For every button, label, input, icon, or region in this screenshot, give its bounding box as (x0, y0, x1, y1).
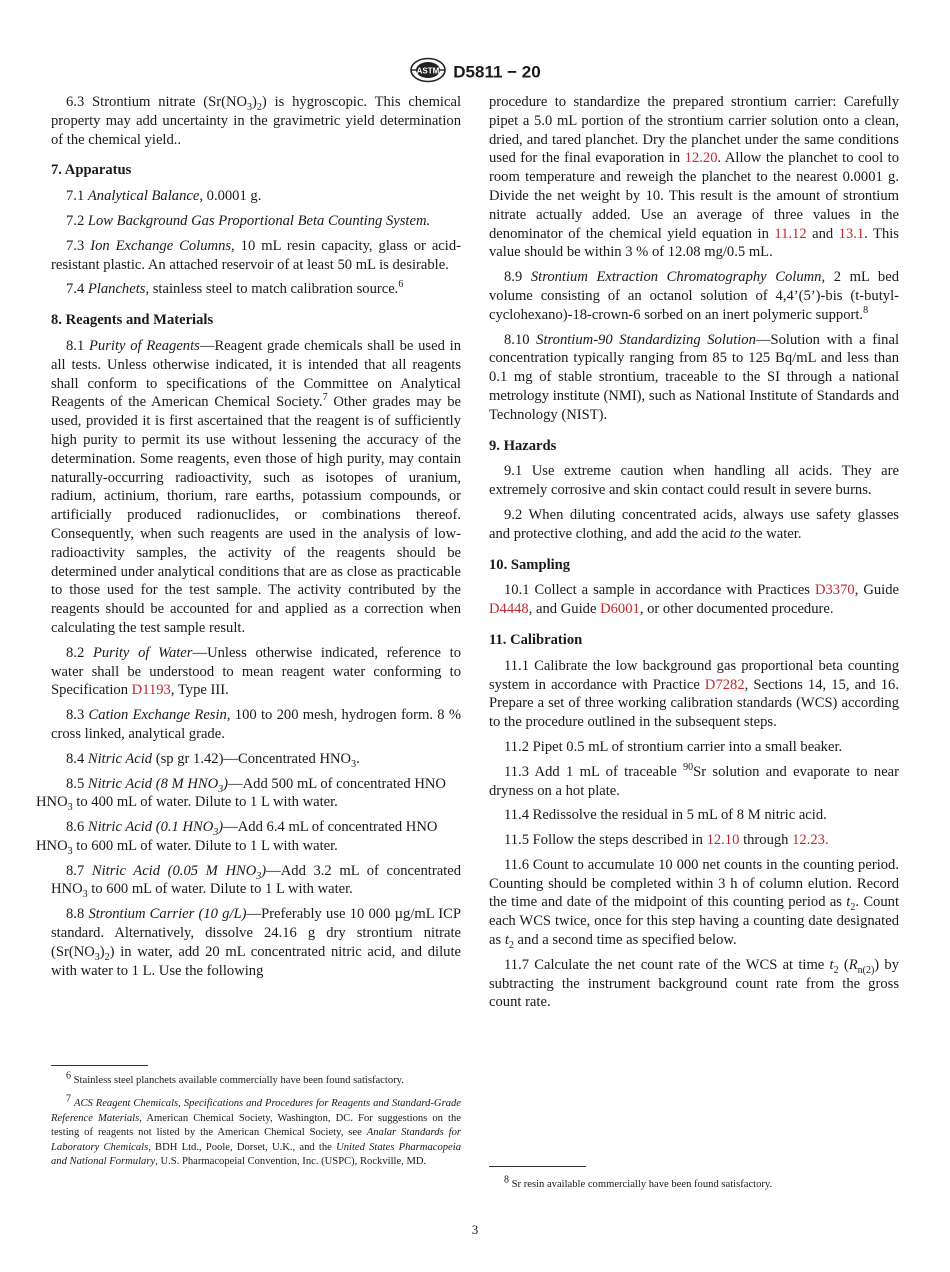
link-13-1[interactable]: 13.1 (838, 225, 865, 242)
paragraph-7-2: 7.2 Low Background Gas Proportional Beta Counting System. (66, 212, 431, 229)
footnote-rule (51, 1065, 148, 1066)
link-d3370[interactable]: D3370 (814, 582, 855, 599)
section-heading-apparatus: 7. Apparatus (51, 162, 132, 179)
paragraph-11-7: 11.7 Calculate the net count rate of the WCS at time $t_2$ $(R_{n(2)})$ by subtracting the instrument background count rate from the gross count rate. (489, 956, 899, 1011)
paragraph-8-7: 8.7 Nitric Acid (0.05 M $HNO_3)—Add$ 3.2 mL of concentrated $HNO_3$ to 600 mL of water. Dilute to 1 L with water. (51, 862, 462, 901)
right-column (489, 93, 899, 1018)
paragraph-11-6: 11.6 Count to accumulate 10 000 net counts in the counting period. Counting should be completed within 3 h of column elution. Record the time and date of the midpoint of this counting period as $t_2$. Count each WCS twice, once for this step having a counting date designated as $t_2$ and a second time as specified below. (489, 856, 899, 951)
footnote-6: $^6$ Stainless steel planchets available commercially have been found satisfactory. (66, 1070, 404, 1086)
document-code: D5811 − 20 (453, 62, 541, 82)
paragraph-7-3: 7.3 Ion Exchange Columns, 10 mL resin capacity, glass or acid-resistant plastic. An attached reservoir of at least 50 mL is desirable. (51, 237, 461, 273)
paragraph-6-3: 6.3 Strontium nitrate $(Sr(NO_3)_2)$ is hygroscopic. This chemical property may add uncertainty in the gravimetric yield determination of the chemical yield.. (51, 94, 461, 148)
paragraph-8-9: 8.9 Strontium Extraction Chromatography Column, 2 mL bed volume consisting of an octanol solution of 4,4’(5’)-bis (t-butyl-cyclohexano)-18-crown-6 sorbed on an inert polymeric support.$^8$ (489, 269, 899, 323)
paragraph-8-8: 8.8 Strontium Carrier (10 g/L)—Preferably use 10 000 µg/mL ICP standard. Alternatively, dissolve 24.16 g dry strontium nitrate $(Sr(NO_3)_2)$ in water, add 20 mL concentrated nitric acid, and dilute with water to 1 L. Use the following (51, 906, 462, 979)
footnote-rule-right (489, 1166, 586, 1167)
page-header (0, 57, 950, 88)
paragraph-11-1: 11.1 Calibrate the low background gas proportional beta counting system in accordance with Practice D7282, Sections 14, 15, and 16. Prepare a set of three working calibration standards (WCS) according to the procedure outlined in the subsequent steps. (489, 657, 899, 731)
paragraph-8-5: 8.5 Nitric Acid (8 M $HNO_3)—Add$ 500 mL of concentrated HNO $HNO_3$ to 400 mL of water. Dilute to 1 L with water. (36, 775, 446, 814)
paragraph-11-5: 11.5 Follow the steps described in 12.10 through 12.23. (504, 832, 829, 849)
paragraph-8-1: 8.1 Purity of Reagents—Reagent grade chemicals shall be used in all tests. Unless otherwise indicated, it is intended that all reagents shall conform to specifications of the Committee on Analytical Reagents of the American Chemical Society.$^7$ Other grades may be used, provided it is first ascertained that the reagent is of sufficiently high purity to permit its use without lessening the accuracy of the determination. Some reagents, even those of high purity, may contain naturally-occurring radioactivity, such as isotopes of uranium, radium, actinium, thorium, rare earths, potassium compounds, or artificially produced radionuclides, or combinations thereof. Consequently, when such reagents are used in the analysis of low-radioactivity samples, the activity of the reagents should be determined under analytical conditions that are as close as practicable to those used for the test sample. The activity contributed by the reagents should be accounted for and applied as a correction when calculating the test sample result. (51, 337, 461, 636)
paragraph-9-2: 9.2 When diluting concentrated acids, always use safety glasses and protective clothing, and add the acid to the water. (489, 506, 899, 542)
paragraph-8-3: 8.3 Cation Exchange Resin, 100 to 200 mesh, hydrogen form. 8 % cross linked, analytical grade. (51, 707, 462, 742)
link-12-23[interactable]: 12.23 (792, 832, 825, 849)
section-heading-calibration: 11. Calibration (489, 631, 583, 648)
paragraph-7-1: 7.1 Analytical Balance, 0.0001 g. (66, 188, 262, 205)
link-d7282[interactable]: D7282 (704, 676, 745, 693)
left-column (36, 93, 462, 986)
link-d6001[interactable]: D6001 (600, 601, 640, 618)
link-12-20[interactable]: 12.20 (684, 150, 718, 167)
page-number: 3 (471, 1222, 479, 1237)
footnote-7: $^7$ ACS Reagent Chemicals, Specifications and Procedures for Reagents and Standard-Grade Reference Materials, American Chemical Society, Washington, DC. For suggestions on the testing of reagents not listed by the American Chemical Society, see Analar Standards for Laboratory Chemicals, BDH Ltd., Poole, Dorset, U.K., and the United States Pharmacopeia and National Formulary, U.S. Pharmacopeial Convention, Inc. (USPC), Rockville, MD. (51, 1093, 462, 1168)
section-heading-sampling: 10. Sampling (489, 556, 571, 573)
svg-text:ASTM: ASTM (416, 66, 440, 76)
paragraph-8-10: 8.10 Strontium-90 Standardizing Solution—Solution with a final concentration typically ranging from 85 to 125 Bq/mL and less than 0.1 mg of stable strontium, traceable to the SI through a national metrology institute (NMI), such as National Institute of Standards and Technology (NIST). (489, 331, 899, 423)
footnote-8: $^8$ Sr resin available commercially have been found satisfactory. (504, 1174, 773, 1190)
link-12-10[interactable]: 12.10 (706, 832, 740, 849)
paragraph-8-2: 8.2 Purity of Water—Unless otherwise indicated, reference to water shall be understood to mean reagent water conforming to Specification D1193, Type III. (51, 644, 462, 699)
paragraph-10-1: 10.1 Collect a sample in accordance with Practices D3370, Guide D4448, and Guide D6001, or other documented procedure. (489, 582, 899, 618)
paragraph-8-4: 8.4 Nitric Acid (sp gr 1.42)—Concentrated $HNO_3$. (66, 750, 360, 770)
link-d4448[interactable]: D4448 (489, 601, 529, 618)
paragraph-9-1: 9.1 Use extreme caution when handling all acids. They are extremely corrosive and skin contact could result in severe burns. (489, 463, 899, 499)
paragraph-11-2: 11.2 Pipet 0.5 mL of strontium carrier into a small beaker. (504, 738, 843, 755)
section-heading-hazards: 9. Hazards (489, 437, 557, 454)
footnotes-right (489, 1174, 899, 1201)
link-d1193[interactable]: D1193 (131, 682, 171, 699)
paragraph-7-4: 7.4 Planchets, stainless steel to match calibration source.$^6$ (66, 279, 404, 298)
footnotes-left (51, 1070, 462, 1178)
link-11-12[interactable]: 11.12 (774, 225, 807, 242)
paragraph-8-8-continued: procedure to standardize the prepared strontium carrier: Carefully pipet a 5.0 mL portion of the strontium carrier solution onto a clean, dried, and tared planchet. Dry the planchet under the same conditions used for the final evaporation in 12.20. Allow the planchet to cool to room temperature and reweigh the planchet to the nearest 0.0001 g. Divide the net weight by 10. This result is the amount of strontium nitrate actually added. Use an average of three values in the denominator of the chemical yield equation in 11.12 and 13.1. This value should be within 3 % of 12.08 mg/0.5 mL. (489, 94, 899, 261)
section-heading-reagents: 8. Reagents and Materials (51, 312, 214, 329)
paragraph-8-6: 8.6 Nitric Acid (0.1 $HNO_3)—Add$ 6.4 mL of concentrated HNO $HNO_3$ to 600 mL of water. Dilute to 1 L with water. (36, 819, 438, 857)
astm-logo-icon (409, 57, 447, 88)
paragraph-11-4: 11.4 Redissolve the residual in 5 mL of 8 M nitric acid. (504, 807, 827, 824)
paragraph-11-3: 11.3 Add 1 mL of traceable $^{90}$Sr solution and evaporate to near dryness on a hot plate. (489, 761, 900, 799)
